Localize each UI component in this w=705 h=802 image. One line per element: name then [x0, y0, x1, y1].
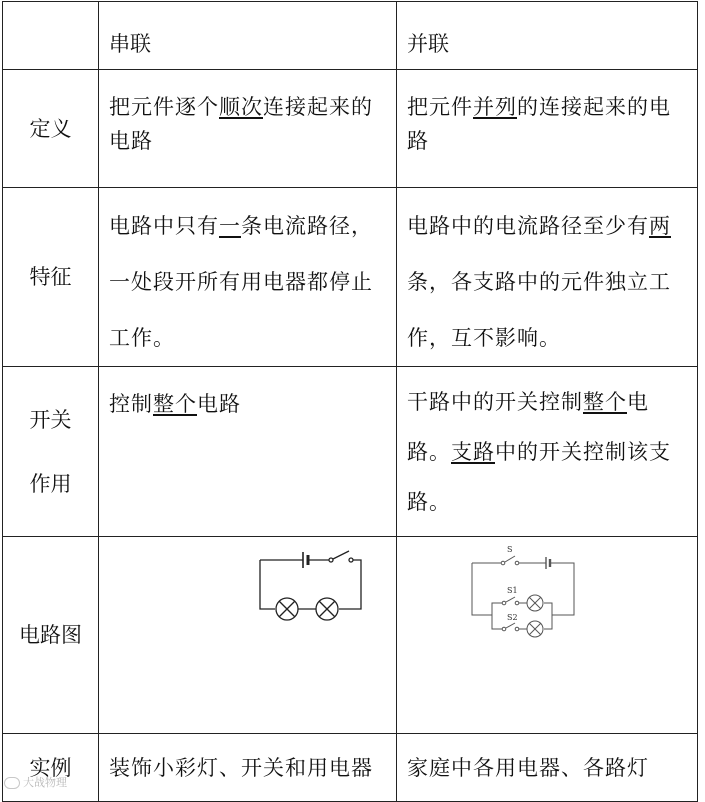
example-parallel: 家庭中各用电器、各路灯 [397, 734, 698, 802]
switch-contact [329, 558, 333, 562]
switch-parallel [397, 367, 698, 537]
definition-label: 定义 [3, 70, 99, 188]
watermark-text: 大战物理 [23, 776, 67, 789]
feature-parallel [397, 188, 698, 367]
diagram-label: 电路图 [3, 537, 99, 734]
wire [339, 560, 361, 609]
text-segment: 控制 [109, 392, 153, 416]
feature-series [99, 188, 397, 367]
definition-row [3, 70, 698, 188]
wire [260, 560, 275, 609]
diagram-row [3, 537, 698, 734]
parallel-circuit-cell [397, 537, 698, 734]
switch-contact [515, 601, 519, 605]
text-segment: 条电流路径，一处段开所有用电器都停止工作。 [109, 214, 373, 350]
switch-contact [349, 558, 353, 562]
text-segment: 电路。 [407, 390, 649, 464]
text-segment: 电路 [197, 392, 241, 416]
text-segment: 条，各支路中的元件独立工作，互不影响。 [407, 270, 671, 350]
switch-row [3, 367, 698, 537]
underlined-term: 支路 [451, 440, 495, 464]
example-label: 实例 [3, 734, 99, 802]
switch-contact [515, 561, 519, 565]
weibo-icon [4, 777, 20, 789]
switch-lever [506, 597, 515, 602]
switch-contact [502, 627, 506, 631]
wire [544, 615, 552, 629]
definition-parallel [397, 70, 698, 188]
switch-label-line2: 作用 [29, 471, 72, 496]
switch-contact [501, 561, 505, 565]
definition-series [99, 70, 397, 188]
switch-contact [502, 601, 506, 605]
label-s1: S1 [507, 586, 518, 595]
underlined-term: 整个 [153, 392, 197, 416]
example-row [3, 734, 698, 802]
text-segment: 电路中只有 [109, 214, 219, 238]
header-series: 串联 [99, 2, 397, 70]
underlined-term: 并列 [473, 95, 517, 119]
text-segment: 的连接起来的电路 [407, 95, 671, 153]
switch-contact [515, 627, 519, 631]
text-segment: 连接起来的电路 [109, 95, 373, 153]
series-circuit-diagram [99, 537, 396, 733]
wire [550, 563, 574, 615]
wire [492, 603, 502, 615]
watermark [4, 774, 67, 790]
text-segment: 干路中的开关控制 [407, 390, 583, 414]
label-s: S [507, 545, 513, 554]
header-parallel: 并联 [397, 2, 698, 70]
feature-label: 特征 [3, 188, 99, 367]
underlined-term: 两 [649, 214, 671, 238]
header-row [3, 2, 698, 70]
series-circuit-cell [99, 537, 397, 734]
text-segment: 中的开关控制该支路。 [407, 440, 671, 514]
switch-series [99, 367, 397, 537]
switch-lever [333, 551, 349, 559]
switch-label-line1: 开关 [29, 407, 72, 432]
feature-row [3, 188, 698, 367]
header-empty-cell [3, 2, 99, 70]
switch-lever [505, 556, 515, 562]
text-segment: 电路中的电流路径至少有 [407, 214, 649, 238]
switch-lever [506, 623, 515, 628]
comparison-table [2, 1, 698, 802]
underlined-term: 顺次 [219, 95, 263, 119]
wire [472, 563, 492, 615]
underlined-term: 一 [219, 214, 241, 238]
switch-label [3, 367, 99, 537]
text-segment: 把元件逐个 [109, 95, 219, 119]
label-s2: S2 [507, 613, 518, 622]
wire [492, 615, 502, 629]
example-series: 装饰小彩灯、开关和用电器 [99, 734, 397, 802]
text-segment: 把元件 [407, 95, 473, 119]
wire [544, 603, 552, 615]
underlined-term: 整个 [583, 390, 627, 414]
parallel-circuit-diagram [397, 537, 697, 733]
